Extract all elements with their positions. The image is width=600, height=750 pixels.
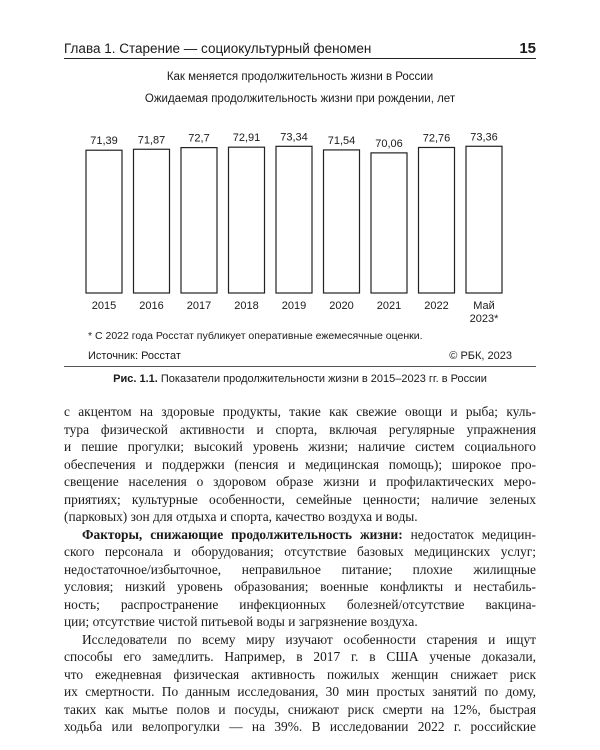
bar-3 [229,147,265,293]
text-line: с акцентом на здоровые продукты, такие как свежие овощи и рыба; куль- [64,404,536,419]
bar-0 [86,150,122,293]
text-line: что ежедневная физическая активность пожилых женщин снижает риск [64,666,536,682]
text-line: их смертности. По данным исследования, 30 мин простых занятий по дому, [64,684,536,699]
text-line: и пешие прогулки; высокий уровень жизни; наличие систем социального [64,439,536,454]
bar-7 [419,147,455,293]
text-line: приятиях; культурные особенности, семейные ценности; наличие зеленых [64,491,536,507]
body-text [64,403,536,736]
category-label-1: 2016 [139,300,164,312]
text-line: Исследователи по всему миру изучают особенности старения и ищут [82,631,536,647]
page-number: 15 [519,40,536,57]
category-label-5: 2020 [329,300,354,312]
chart-copyright: © РБК, 2023 [449,350,512,362]
chart-subtitle: Ожидаемая продолжительность жизни при рождении, лет [144,93,456,105]
header-rule [64,58,536,59]
chart-title: Как меняется продолжительность жизни в России [166,71,434,83]
bar-2 [181,148,217,293]
value-label-6: 70,06 [375,137,403,150]
bar-4 [276,146,312,293]
value-label-2: 72,7 [188,132,210,145]
category-label-2: 2017 [186,300,212,312]
text-line: условия; низкий уровень образования; военные конфликты и нестабиль- [64,579,536,594]
value-label-1: 71,87 [137,134,166,147]
value-label-0: 71,39 [90,135,118,148]
paragraph-2 [64,526,536,631]
category-label-7: 2022 [424,300,449,312]
bar-5 [324,150,360,293]
text-line: способы его замедлить. Например, в 2017 г. в США ученые доказали, [64,649,536,664]
text-line: тура физической активности и спорта, включая регулярные упражнения [64,421,536,437]
chart-footnote: * С 2022 года Росстат публикует оперативные ежемесячные оценки. [88,330,423,342]
value-label-8: 73,36 [470,131,498,144]
category-label-0: 2015 [91,300,117,312]
text-line: обеспечения и поддержки (пенсия и медицинская помощь); широкое про- [64,456,536,472]
category-label-3: 2018 [234,300,259,312]
figure-caption [64,373,536,385]
value-label-4: 73,34 [280,131,308,144]
text-line: ции; отсутствие чистой питьевой воды и загрязнение воздуха. [64,614,418,629]
paragraph-3 [64,631,536,736]
running-header [64,40,536,57]
bar-6 [371,153,407,293]
category-label-4: 2019 [281,300,307,312]
figure-rule [64,366,536,367]
chart-source: Источник: Росстат [88,350,181,362]
text-line: ность; распространение инфекционных болезней/отсутствие вакцина- [64,596,536,612]
value-label-5: 71,54 [327,134,356,147]
text-line: (парковых) зон для отдыха и спорта, качество воздуха и воды. [64,509,418,524]
bar-8 [466,146,502,293]
text-line: таких как мытье полов и посуды, снижают риск смерти на 12%, быстрая [64,701,536,717]
text-line: недостаточное/избыточное, неправильное питание; плохие жилищные [64,561,536,577]
chapter-title: Глава 1. Старение — социокультурный феномен [64,41,372,56]
text-line: ходьба или велопрогулки — на 39%. В исследовании 2022 г. российские [64,719,536,734]
category-label-6: 2021 [376,300,402,312]
paragraph-1 [64,403,536,526]
text-fragment: недостаток медицин- [402,526,536,542]
text-line [64,526,536,544]
value-label-7: 72,76 [422,132,451,145]
caption-text: Показатели продолжительности жизни в 2015–2023 гг. в России [160,373,487,385]
value-label-3: 72,91 [232,132,261,145]
text-line: ского персонала и оборудования; отсутствие базовых медицинских услуг; [64,544,536,559]
caption-label: Рис. 1.1. [113,373,158,385]
factors-lead: Факторы, снижающие продолжительность жизни: [82,526,403,542]
life-expectancy-bar-chart [64,120,536,328]
bar-1 [134,149,170,293]
category-label-8: Май 2023* [469,300,499,325]
text-line: свещение населения о здоровом образе жизни и профилактических меро- [64,474,536,489]
